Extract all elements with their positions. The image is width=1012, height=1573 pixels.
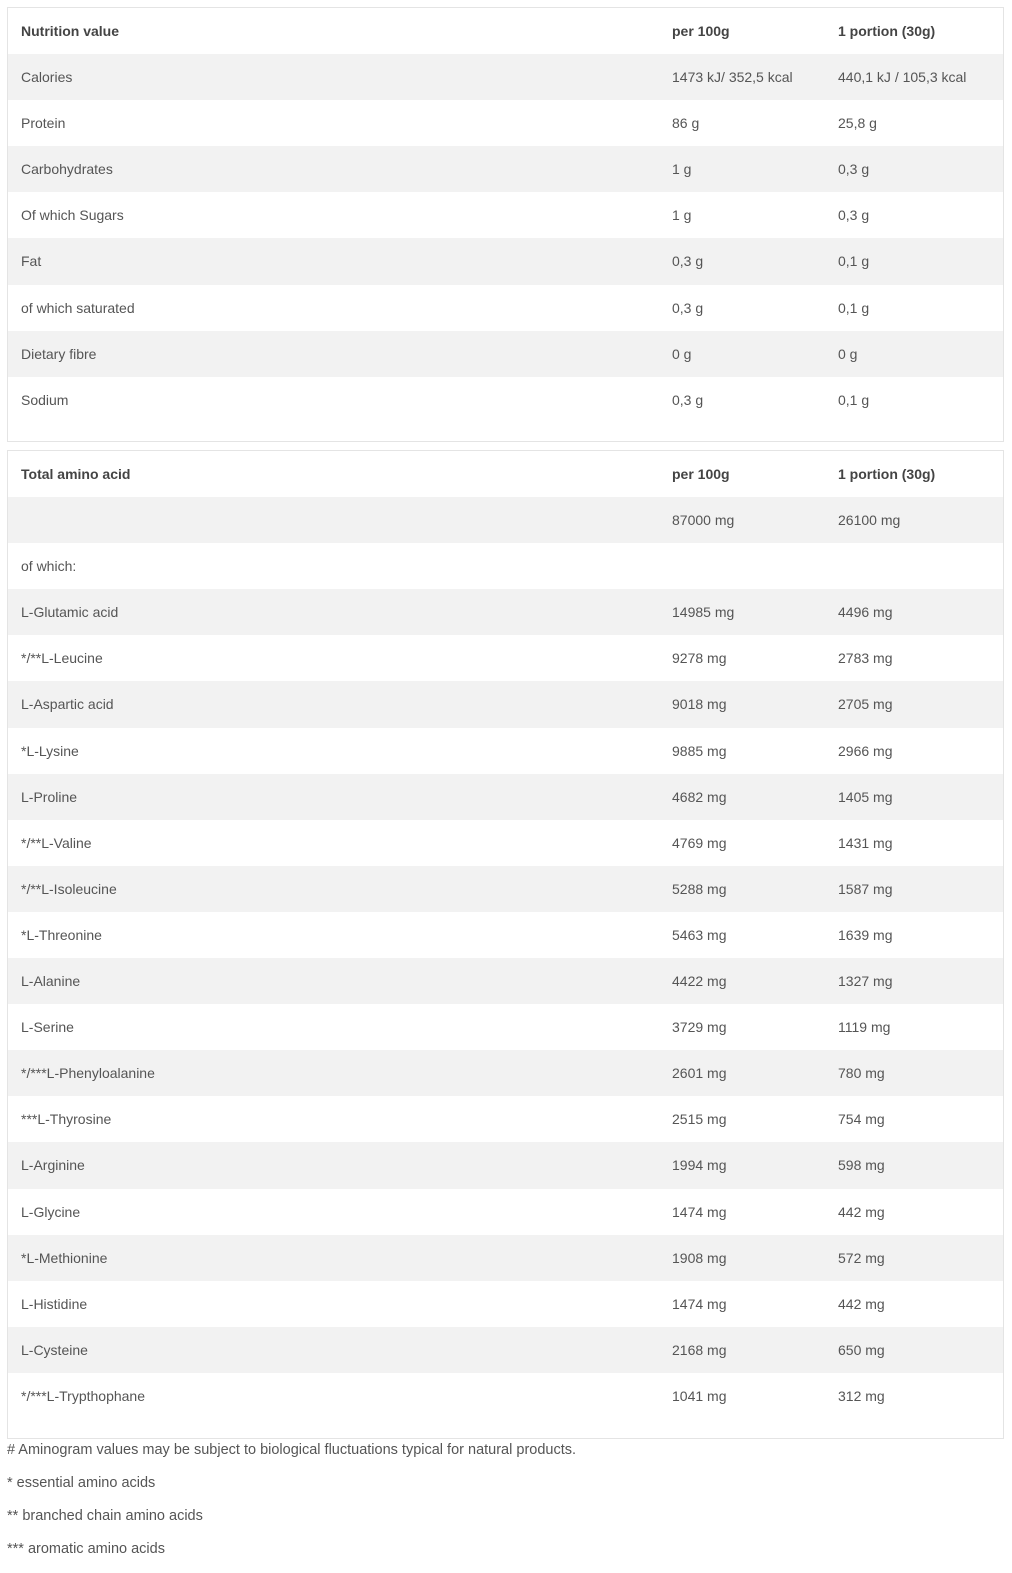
value-per-100g: 9885 mg xyxy=(672,742,727,759)
value-per-100g: 2601 mg xyxy=(672,1065,727,1082)
value-per-100g: 0,3 g xyxy=(672,253,704,270)
value-per-portion: 650 mg xyxy=(838,1341,885,1358)
value-per-100g: 1994 mg xyxy=(672,1157,727,1174)
row-label: Carbohydrates xyxy=(21,161,113,178)
value-per-100g: 9018 mg xyxy=(672,696,727,713)
value-per-portion: 312 mg xyxy=(838,1387,885,1404)
value-per-100g: 4682 mg xyxy=(672,788,727,805)
row-label: L-Alanine xyxy=(21,973,81,990)
table-row xyxy=(8,1096,1003,1142)
footnote: *** aromatic amino acids xyxy=(7,1541,165,1557)
footnote: * essential amino acids xyxy=(7,1475,156,1491)
table-row xyxy=(8,285,1003,331)
value-per-100g: 1 g xyxy=(672,161,692,178)
header-name: Nutrition value xyxy=(21,23,120,39)
value-per-portion: 0 g xyxy=(838,345,858,362)
value-per-100g: 87000 mg xyxy=(672,512,735,529)
value-per-100g: 14985 mg xyxy=(672,604,735,621)
table-row xyxy=(8,1235,1003,1281)
table-row xyxy=(8,820,1003,866)
table-row xyxy=(8,866,1003,912)
table-row xyxy=(8,1050,1003,1096)
row-label: Calories xyxy=(21,69,73,86)
nutrition-table-body xyxy=(8,54,1003,423)
table-row xyxy=(8,192,1003,238)
value-per-100g: 86 g xyxy=(672,115,700,132)
header-portion: 1 portion (30g) xyxy=(838,466,936,482)
value-per-100g: 2515 mg xyxy=(672,1111,727,1128)
header-name: Total amino acid xyxy=(21,466,131,482)
value-per-100g: 5288 mg xyxy=(672,880,727,897)
value-per-portion: 4496 mg xyxy=(838,604,893,621)
amino-acid-table-body xyxy=(8,497,1003,1419)
row-label: L-Histidine xyxy=(21,1295,88,1312)
table-row xyxy=(8,1281,1003,1327)
value-per-100g: 0 g xyxy=(672,345,692,362)
row-label: L-Serine xyxy=(21,1019,74,1036)
value-per-portion: 1327 mg xyxy=(838,973,893,990)
table-row xyxy=(8,1327,1003,1373)
row-label: Dietary fibre xyxy=(21,345,97,362)
value-per-portion: 572 mg xyxy=(838,1249,885,1266)
value-per-portion: 2783 mg xyxy=(838,650,893,667)
row-label: *L-Lysine xyxy=(21,742,79,759)
row-label: L-Cysteine xyxy=(21,1341,88,1358)
row-label: Fat xyxy=(21,253,42,270)
footnote: # Aminogram values may be subject to biological fluctuations typical for natural products. xyxy=(7,1442,577,1458)
value-per-100g: 1041 mg xyxy=(672,1387,727,1404)
header-per-100g: per 100g xyxy=(672,23,730,39)
table-row xyxy=(8,728,1003,774)
value-per-100g: 1474 mg xyxy=(672,1295,727,1312)
value-per-100g: 1 g xyxy=(672,207,692,224)
table-row xyxy=(8,912,1003,958)
value-per-100g: 1908 mg xyxy=(672,1249,727,1266)
row-label: */**L-Leucine xyxy=(21,650,103,667)
table-row xyxy=(8,146,1003,192)
value-per-100g: 9278 mg xyxy=(672,650,727,667)
row-label: L-Arginine xyxy=(21,1157,85,1174)
table-row xyxy=(8,377,1003,423)
header-per-100g: per 100g xyxy=(672,466,730,482)
table-row xyxy=(8,331,1003,377)
value-per-100g: 3729 mg xyxy=(672,1019,727,1036)
row-label: L-Glutamic acid xyxy=(21,604,119,621)
amino-acid-table xyxy=(7,450,1004,1439)
row-label: */***L-Phenyloalanine xyxy=(21,1065,155,1082)
row-label: */**L-Valine xyxy=(21,834,92,851)
table-row xyxy=(8,958,1003,1004)
row-label: ***L-Thyrosine xyxy=(21,1111,112,1128)
table-row xyxy=(8,681,1003,727)
table-row xyxy=(8,497,1003,543)
table-row xyxy=(8,589,1003,635)
table-row xyxy=(8,635,1003,681)
value-per-portion: 1405 mg xyxy=(838,788,893,805)
table-row xyxy=(8,1373,1003,1419)
value-per-100g: 1474 mg xyxy=(672,1203,727,1220)
table-row xyxy=(8,100,1003,146)
value-per-portion: 0,1 g xyxy=(838,253,870,270)
value-per-100g: 5463 mg xyxy=(672,926,727,943)
row-label: of which: xyxy=(21,558,77,575)
table-row xyxy=(8,774,1003,820)
row-label: L-Proline xyxy=(21,788,78,805)
value-per-portion: 26100 mg xyxy=(838,512,901,529)
row-label: L-Aspartic acid xyxy=(21,696,114,713)
value-per-portion: 442 mg xyxy=(838,1203,885,1220)
row-label: *L-Threonine xyxy=(21,926,102,943)
row-label: Protein xyxy=(21,115,66,132)
value-per-100g: 4422 mg xyxy=(672,973,727,990)
value-per-portion: 0,1 g xyxy=(838,391,870,408)
table-row xyxy=(8,1142,1003,1188)
value-per-portion: 0,3 g xyxy=(838,207,870,224)
row-label: Sodium xyxy=(21,391,69,408)
header-portion: 1 portion (30g) xyxy=(838,23,936,39)
value-per-100g: 0,3 g xyxy=(672,299,704,316)
value-per-portion: 0,3 g xyxy=(838,161,870,178)
value-per-portion: 2705 mg xyxy=(838,696,893,713)
row-label: Of which Sugars xyxy=(21,207,124,224)
table-row xyxy=(8,54,1003,100)
table-row xyxy=(8,1189,1003,1235)
row-label: L-Glycine xyxy=(21,1203,81,1220)
table-row xyxy=(8,1004,1003,1050)
value-per-portion: 2966 mg xyxy=(838,742,893,759)
value-per-portion: 25,8 g xyxy=(838,115,877,132)
value-per-portion: 1587 mg xyxy=(838,880,893,897)
value-per-100g: 4769 mg xyxy=(672,834,727,851)
value-per-portion: 598 mg xyxy=(838,1157,885,1174)
value-per-100g: 1473 kJ/ 352,5 kcal xyxy=(672,69,793,86)
value-per-portion: 1431 mg xyxy=(838,834,893,851)
row-label: */**L-Isoleucine xyxy=(21,880,117,897)
table-row xyxy=(8,543,1003,589)
value-per-portion: 0,1 g xyxy=(838,299,870,316)
value-per-portion: 1639 mg xyxy=(838,926,893,943)
value-per-100g: 0,3 g xyxy=(672,391,704,408)
value-per-100g: 2168 mg xyxy=(672,1341,727,1358)
row-label: *L-Methionine xyxy=(21,1249,108,1266)
footnote: ** branched chain amino acids xyxy=(7,1508,203,1524)
value-per-portion: 780 mg xyxy=(838,1065,885,1082)
row-label: of which saturated xyxy=(21,299,135,316)
nutrition-table xyxy=(7,7,1004,442)
value-per-portion: 754 mg xyxy=(838,1111,885,1128)
table-row xyxy=(8,238,1003,284)
value-per-portion: 1119 mg xyxy=(838,1019,891,1036)
value-per-portion: 442 mg xyxy=(838,1295,885,1312)
value-per-portion: 440,1 kJ / 105,3 kcal xyxy=(838,69,967,86)
footnotes xyxy=(7,1441,997,1573)
row-label: */***L-Trypthophane xyxy=(21,1387,146,1404)
table-header-row xyxy=(8,451,1003,497)
table-header-row xyxy=(8,8,1003,54)
